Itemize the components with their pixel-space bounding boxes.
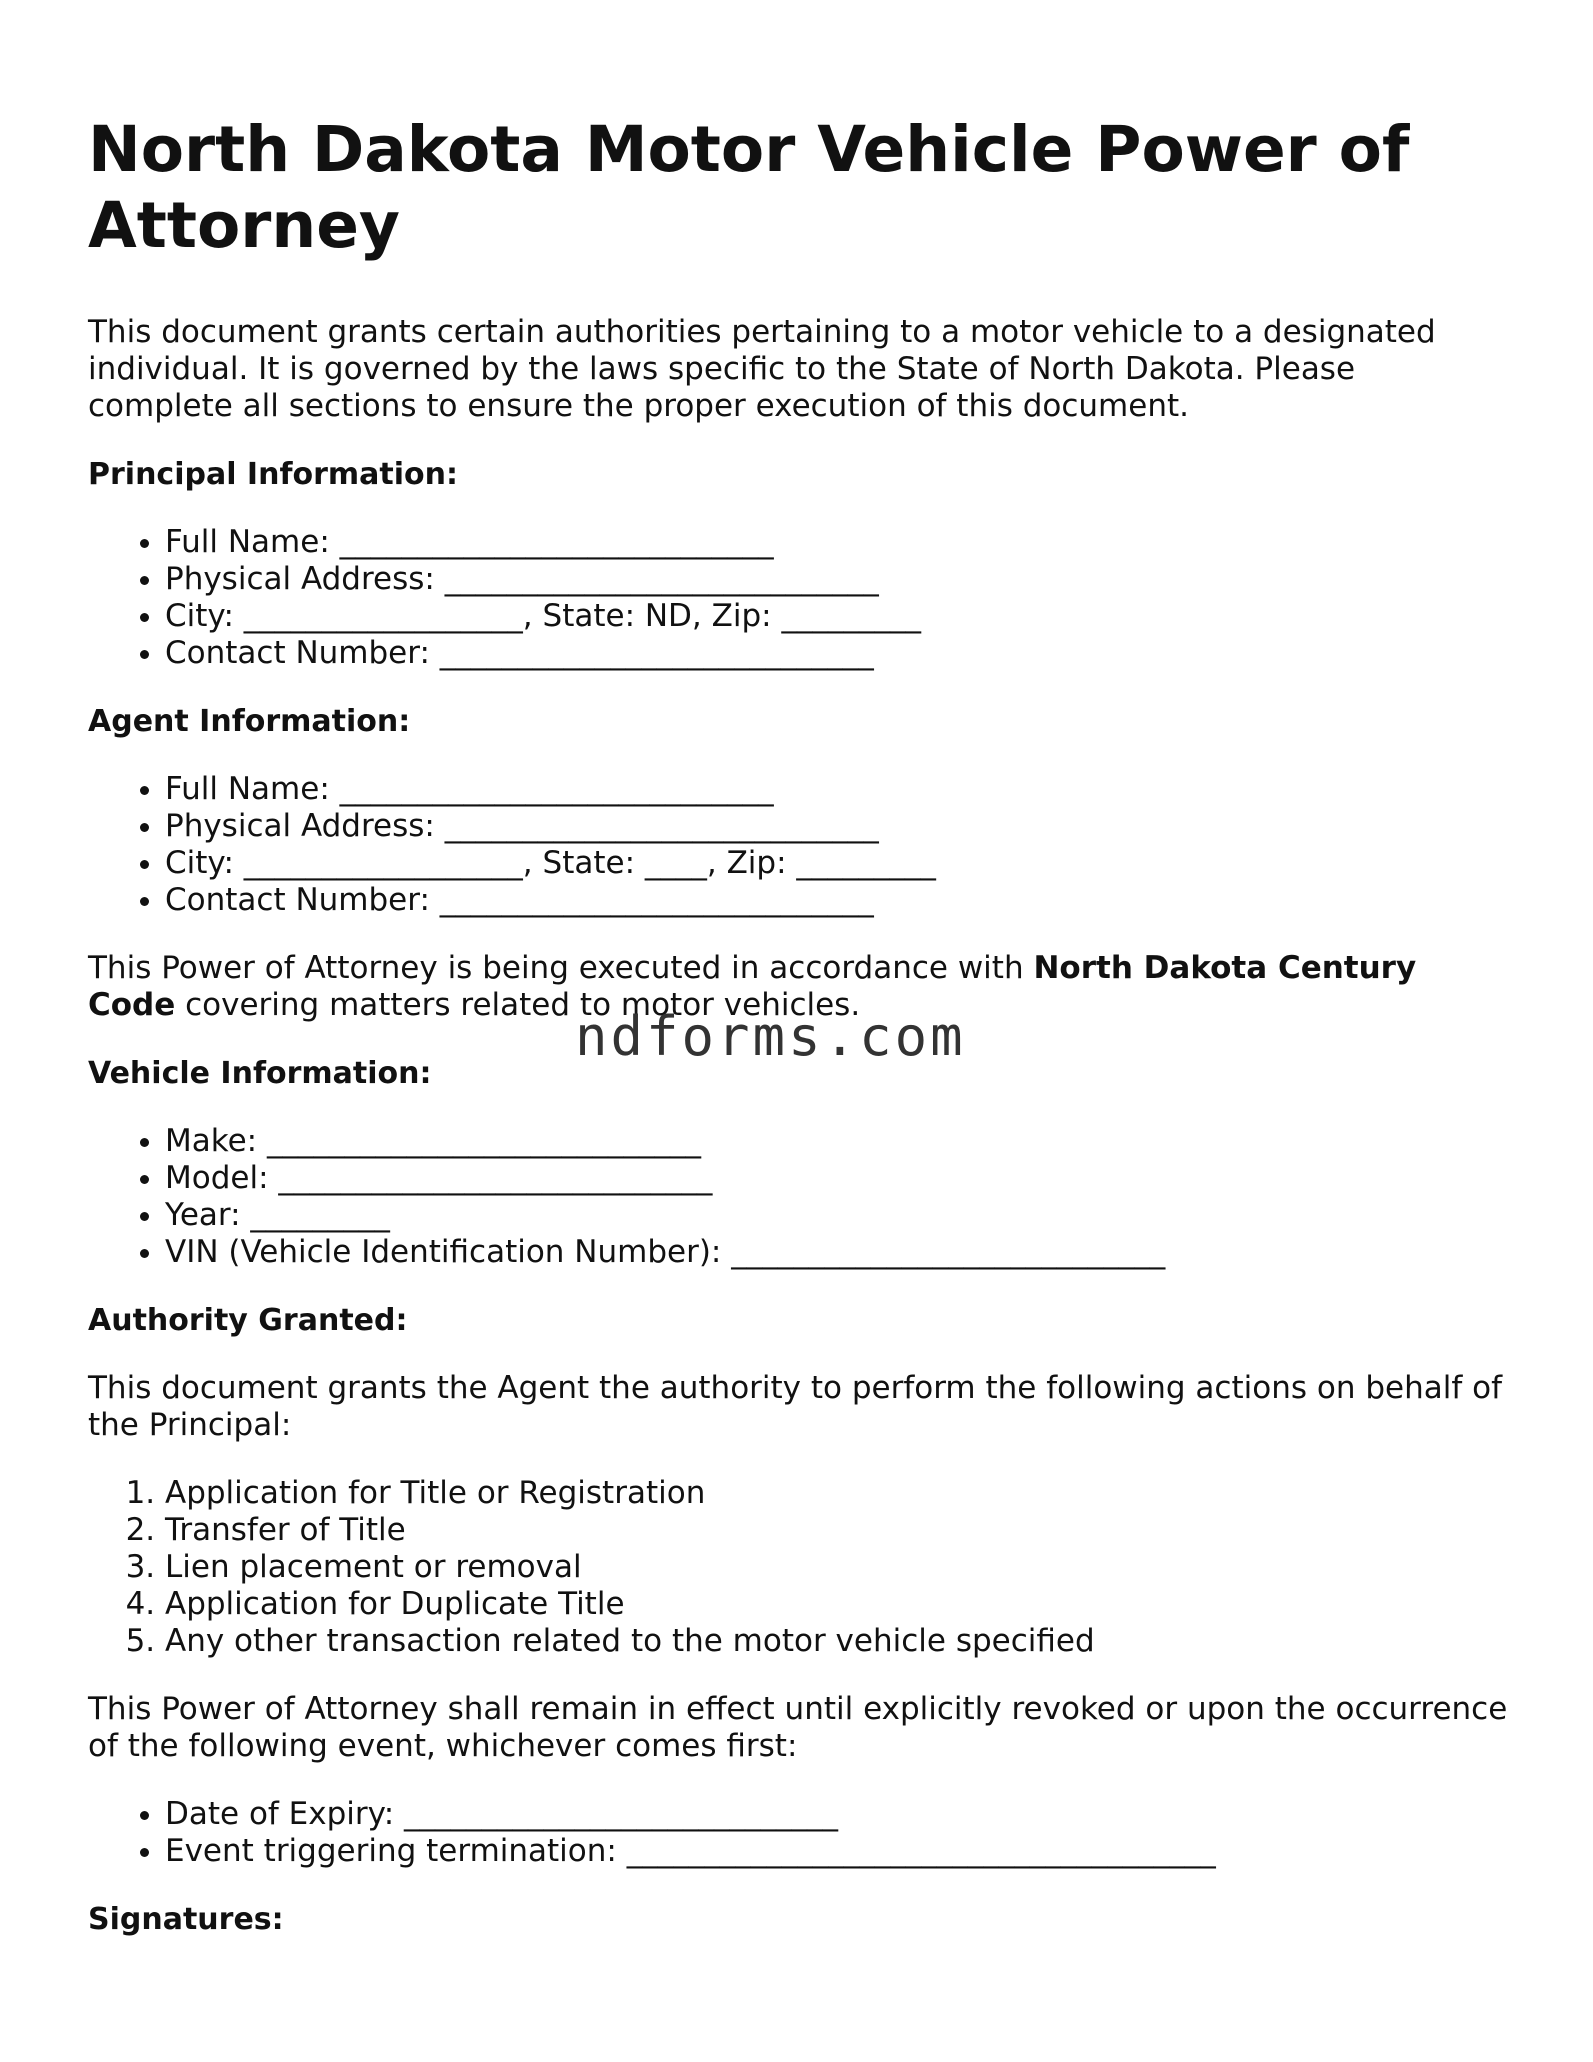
authority-item: 3. Lien placement or removal — [165, 1549, 1508, 1586]
principal-city-state-zip: • City: __________________, State: ND, Zip: _________ — [165, 598, 1508, 635]
vehicle-model: • Model: ____________________________ — [165, 1160, 1508, 1197]
signatures-heading: Signatures: — [88, 1902, 284, 1937]
statute-text-before: This Power of Attorney is being executed in accordance with — [88, 950, 1034, 986]
agent-full-name: • Full Name: ____________________________ — [165, 771, 1508, 808]
principal-contact: • Contact Number: ____________________________ — [165, 635, 1508, 672]
agent-list — [88, 771, 1508, 919]
vehicle-year: • Year: _________ — [165, 1197, 1508, 1234]
vehicle-vin: • VIN (Vehicle Identification Number): ____________________________ — [165, 1234, 1508, 1271]
page-title: North Dakota Motor Vehicle Power of Attorney — [88, 113, 1410, 262]
principal-address: • Physical Address: ____________________________ — [165, 561, 1508, 598]
principal-full-name: • Full Name: ____________________________ — [165, 524, 1508, 561]
agent-contact: • Contact Number: ____________________________ — [165, 882, 1508, 919]
agent-address: • Physical Address: ____________________________ — [165, 808, 1508, 845]
statute-code-name: North Dakota Century Code — [88, 950, 1417, 1023]
authority-item: 4. Application for Duplicate Title — [165, 1586, 1508, 1623]
vehicle-heading: Vehicle Information: — [88, 1056, 432, 1091]
duration-list — [88, 1796, 1508, 1870]
authority-item: 2. Transfer of Title — [165, 1512, 1508, 1549]
vehicle-list — [88, 1123, 1508, 1271]
date-of-expiry: • Date of Expiry: ____________________________ — [165, 1796, 1508, 1833]
intro-paragraph: This document grants certain authorities pertaining to a motor vehicle to a designated individual. It is governed by the laws specific to the State of North Dakota. Please complete all sections to ensure the proper execution of this document. — [88, 314, 1436, 424]
watermark: ndforms.com — [575, 1005, 966, 1068]
authority-heading: Authority Granted: — [88, 1303, 408, 1338]
authority-list — [88, 1475, 1508, 1660]
principal-heading: Principal Information: — [88, 457, 459, 492]
authority-item: 1. Application for Title or Registration — [165, 1475, 1508, 1512]
agent-heading: Agent Information: — [88, 704, 411, 739]
termination-event: • Event triggering termination: ______________________________________ — [165, 1833, 1508, 1870]
authority-paragraph: This document grants the Agent the authority to perform the following actions on behalf of the Principal: — [88, 1370, 1502, 1443]
agent-city-state-zip: • City: __________________, State: ____, Zip: _________ — [165, 845, 1508, 882]
duration-paragraph: This Power of Attorney shall remain in effect until explicitly revoked or upon the occurrence of the following event, whichever comes first: — [88, 1691, 1508, 1764]
principal-list — [88, 524, 1508, 672]
vehicle-make: • Make: ____________________________ — [165, 1123, 1508, 1160]
authority-item: 5. Any other transaction related to the motor vehicle specified — [165, 1623, 1508, 1660]
statute-text-after: covering matters related to motor vehicles. — [175, 987, 861, 1023]
